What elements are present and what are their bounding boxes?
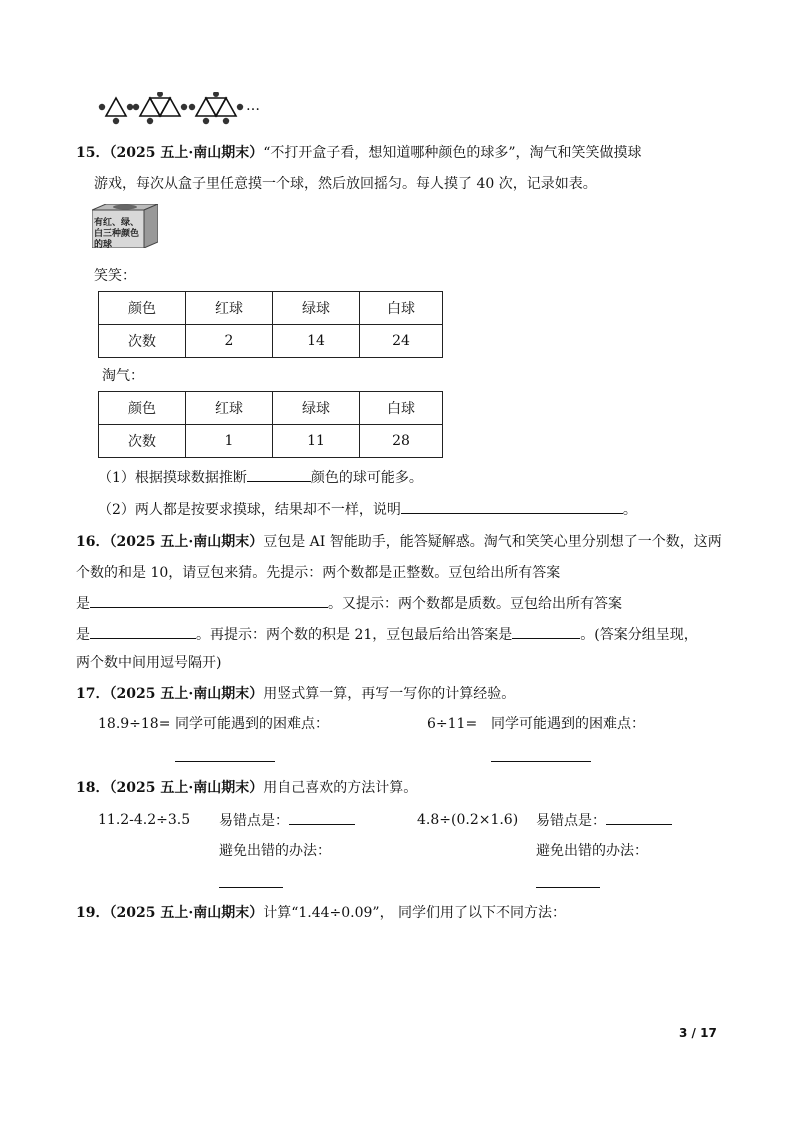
q16-line4-pre: 是 [76, 627, 90, 643]
q15-source: （2025 五上·南山期末） [109, 145, 264, 161]
table-cell: 绿球 [273, 292, 360, 325]
table-cell: 14 [273, 325, 360, 358]
table-cell: 白球 [360, 392, 443, 425]
q17-hint2: 同学可能遇到的困难点： [491, 716, 645, 732]
answer-blank[interactable] [175, 747, 275, 762]
q15-sub1-tail: 颜色的球可能多。 [310, 470, 423, 486]
table-cell: 1 [186, 425, 273, 458]
q15-number: 15． [76, 145, 110, 161]
table-cell: 白球 [360, 292, 443, 325]
table-cell: 次数 [99, 425, 186, 458]
box-label: 有红、绿、白三种颜色的球 [94, 218, 140, 250]
q16-line1 [76, 532, 722, 552]
table-cell: 颜色 [99, 392, 186, 425]
q18-err1-label: 易错点是： [219, 813, 289, 829]
pattern-ellipsis: … [246, 98, 260, 114]
q17-expr1: 18.9÷18= [98, 716, 171, 732]
q16-stem-1: 豆包是 AI 智能助手，能答疑解惑。淘气和笑笑心里分别想了一个数，这两 [263, 534, 722, 550]
q16-line3-post: 。又提示：两个数都是质数。豆包给出所有答案 [328, 596, 622, 612]
q17-expr2: 6÷11= [427, 716, 478, 732]
table-cell: 绿球 [273, 392, 360, 425]
ball-box-image [92, 204, 158, 248]
q18-expr1: 11.2-4.2÷3.5 [98, 812, 191, 828]
q18-line [76, 778, 417, 798]
q15-sub2 [98, 499, 637, 520]
q15-stem-1: “不打开盒子看，想知道哪种颜色的球多”，淘气和笑笑做摸球 [263, 145, 642, 161]
q15-line2: 游戏，每次从盒子里任意摸一个球，然后放回摇匀。每人摸了 40 次，记录如表。 [94, 176, 597, 192]
page-number: 3 / 17 [679, 1026, 717, 1040]
q16-line4-mid: 。再提示：两个数的积是 21，豆包最后给出答案是 [196, 627, 513, 643]
table-row [99, 292, 443, 325]
q15-line1 [76, 143, 642, 163]
q17-number: 17． [76, 686, 110, 702]
q16-line4-post: 。(答案分组呈现， [580, 627, 698, 643]
taoqi-table [98, 391, 443, 458]
q19-source: （2025 五上·南山期末） [109, 905, 264, 921]
answer-blank[interactable] [90, 624, 196, 639]
table1-caption: 笑笑： [94, 268, 136, 284]
table-cell: 11 [273, 425, 360, 458]
answer-blank[interactable] [289, 810, 355, 825]
q16-line3 [76, 593, 622, 614]
q15-sub1 [98, 467, 423, 488]
xiaoxiao-table [98, 291, 443, 358]
q16-line4 [76, 624, 698, 645]
q15-sub2-tail: 。 [622, 502, 637, 518]
table-row [99, 325, 443, 358]
q19-number: 19． [76, 905, 110, 921]
q16-number: 16． [76, 534, 110, 550]
triangle-dot-pattern [94, 92, 244, 128]
answer-blank[interactable] [606, 810, 672, 825]
q15-sub1-text: （1）根据摸球数据推断 [98, 470, 247, 486]
table-cell: 2 [186, 325, 273, 358]
q18-avoid2: 避免出错的办法： [536, 843, 648, 859]
answer-blank[interactable] [536, 873, 600, 888]
q18-expr2: 4.8÷(0.2×1.6) [417, 812, 519, 828]
table2-caption: 淘气： [102, 368, 144, 384]
q16-source: （2025 五上·南山期末） [109, 534, 264, 550]
q17-hint1: 同学可能遇到的困难点： [175, 716, 329, 732]
q16-line2: 个数的和是 10，请豆包来猜。先提示：两个数都是正整数。豆包给出所有答案 [76, 565, 561, 581]
q18-err2-label: 易错点是： [536, 813, 606, 829]
answer-blank[interactable] [247, 467, 311, 482]
q17-source: （2025 五上·南山期末） [109, 686, 264, 702]
answer-blank[interactable] [491, 747, 591, 762]
table-cell: 红球 [186, 292, 273, 325]
q18-err1 [219, 810, 355, 831]
table-row [99, 392, 443, 425]
q18-source: （2025 五上·南山期末） [109, 780, 264, 796]
q18-stem: 用自己喜欢的方法计算。 [263, 780, 418, 796]
q18-err2 [536, 810, 672, 831]
table-cell: 次数 [99, 325, 186, 358]
q17-stem: 用竖式算一算，再写一写你的计算经验。 [263, 686, 516, 702]
q18-avoid1: 避免出错的办法： [219, 843, 331, 859]
q19-line [76, 903, 566, 923]
q19-stem: 计算“1.44÷0.09”， 同学们用了以下不同方法： [263, 905, 567, 921]
q16-line5: 两个数中间用逗号隔开) [76, 655, 222, 671]
answer-blank[interactable] [219, 873, 283, 888]
table-row [99, 425, 443, 458]
q16-line3-pre: 是 [76, 596, 90, 612]
q17-line [76, 684, 515, 704]
table-cell: 28 [360, 425, 443, 458]
q18-number: 18． [76, 780, 110, 796]
answer-blank[interactable] [401, 499, 623, 514]
table-cell: 红球 [186, 392, 273, 425]
answer-blank[interactable] [90, 593, 328, 608]
table-cell: 颜色 [99, 292, 186, 325]
answer-blank[interactable] [512, 624, 580, 639]
q15-sub2-text: （2）两人都是按要求摸球，结果却不一样，说明 [98, 502, 401, 518]
table-cell: 24 [360, 325, 443, 358]
